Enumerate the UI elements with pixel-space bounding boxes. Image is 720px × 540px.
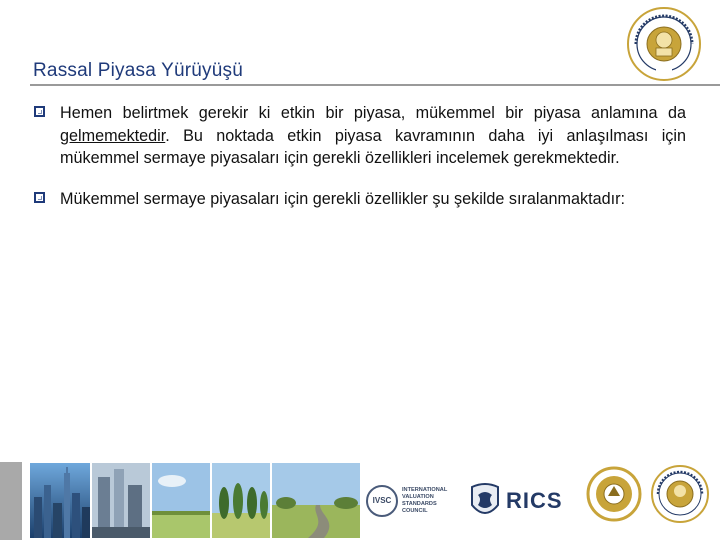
field-sky-photo <box>152 463 210 538</box>
towers-image-icon <box>92 463 150 538</box>
ivsc-line-3: STANDARDS <box>402 500 437 507</box>
bullet-1-text-end: . Bu noktada etkin piyasa kavramının daha iyi anlaşılması için mükemmel sermaye piyasaları için gerekli özellikleri incelemek gerekmektedir. <box>60 126 686 167</box>
bullet-1-underlined-word: gelmemektedir <box>60 126 166 145</box>
slide-title: Rassal Piyasa Yürüyüşü <box>33 60 243 81</box>
lion-crest-icon <box>468 481 502 521</box>
winding-road-photo <box>272 463 360 538</box>
bullet-text-1 <box>60 102 686 170</box>
ankara-university-seal-icon <box>626 6 702 82</box>
bullet-1-text-start: Hemen belirtmek gerekir ki etkin bir piyasa, mükemmel bir piyasa anlamına da <box>60 104 686 122</box>
ivsc-text <box>402 487 447 515</box>
trees-image-icon <box>212 463 270 538</box>
road-image-icon <box>272 463 360 538</box>
ivsc-line-4: COUNCIL <box>402 507 428 514</box>
skyline-image-icon <box>30 463 90 538</box>
checkbox-bullet-icon <box>34 106 45 117</box>
gold-emblem-icon <box>586 466 642 522</box>
ivsc-line-1: INTERNATIONAL <box>402 486 448 493</box>
field-image-icon <box>152 463 210 538</box>
title-underline <box>30 84 720 86</box>
bullet-item-1 <box>32 102 686 170</box>
rics-logo <box>468 463 563 538</box>
city-skyline-photo <box>30 463 90 538</box>
bullet-text-2: Mükemmel sermaye piyasaları için gerekli özellikler şu şekilde sıralanmaktadır: <box>60 189 625 208</box>
checkbox-bullet-icon <box>34 192 45 203</box>
bullet-item-2 <box>32 188 686 211</box>
towers-photo <box>92 463 150 538</box>
bottom-left-gray-band <box>0 462 22 540</box>
ivsc-line-2: VALUATION <box>402 493 434 500</box>
ivsc-logo <box>366 463 447 538</box>
left-side-bar <box>0 0 22 540</box>
ankara-university-seal-small-icon <box>650 464 710 524</box>
bullet-list <box>32 102 686 228</box>
ivsc-circle-icon: IVSC <box>366 485 398 517</box>
rics-wordmark: RICS <box>506 487 563 513</box>
trees-photo <box>212 463 270 538</box>
